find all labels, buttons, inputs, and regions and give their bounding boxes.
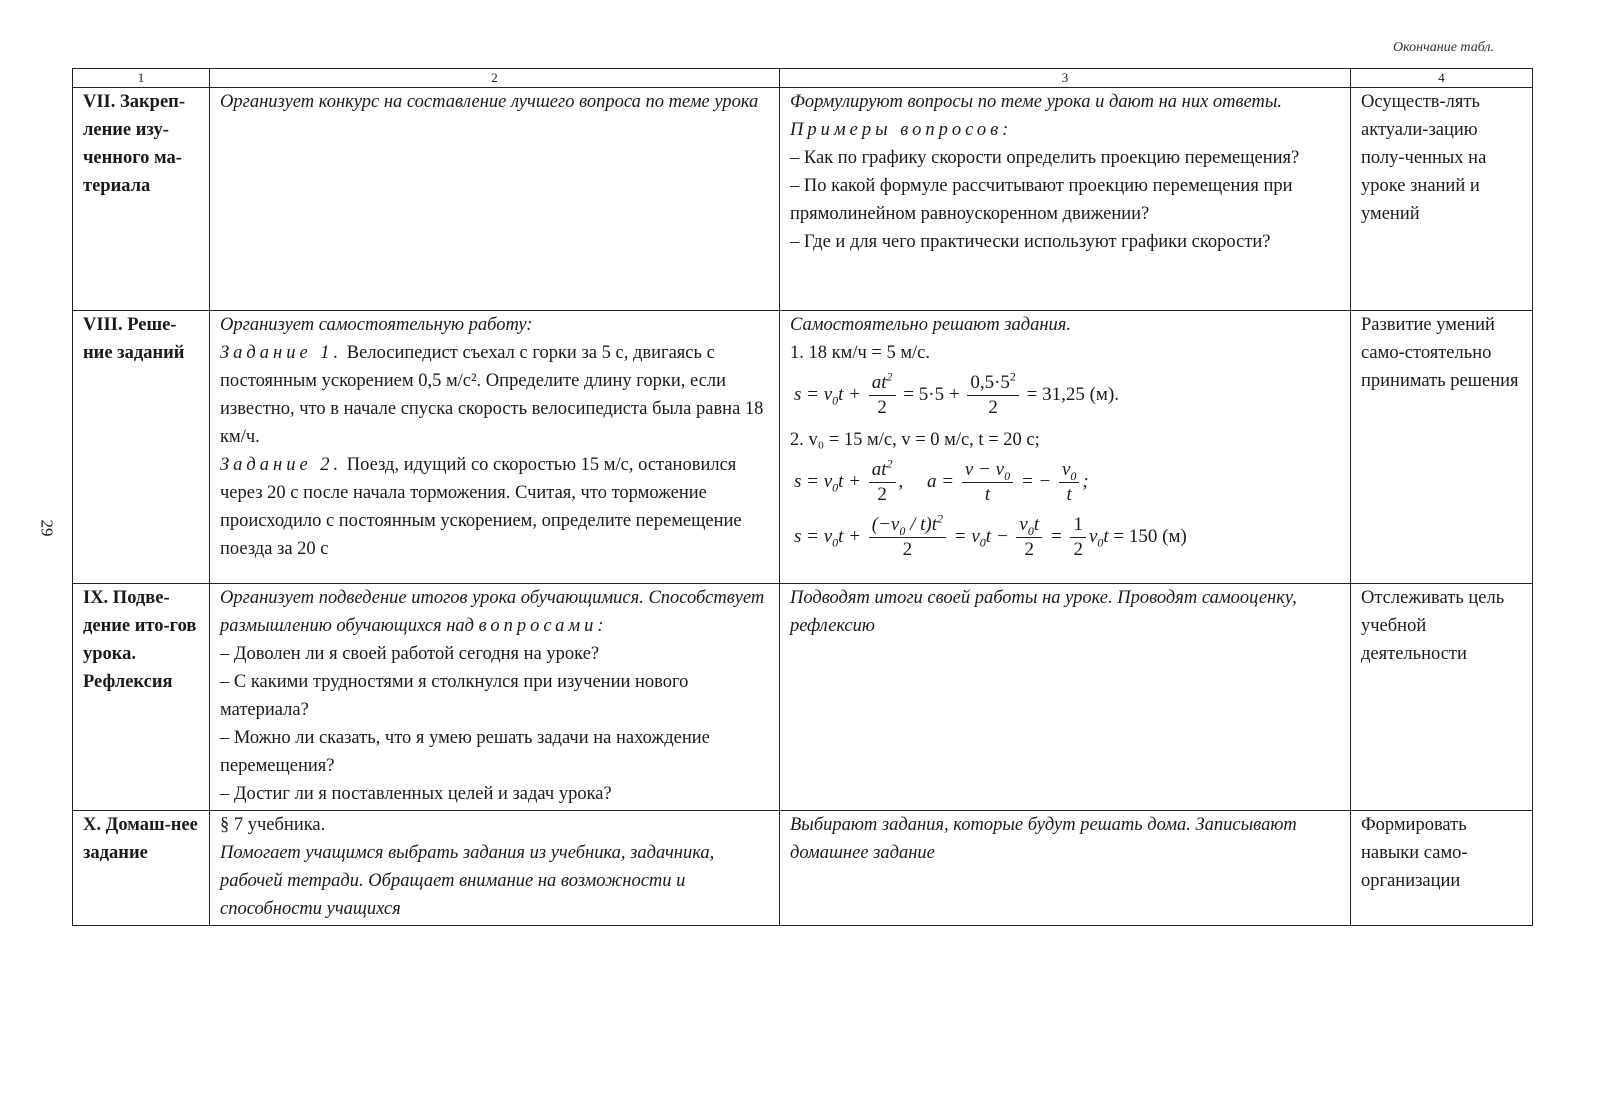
column-header-2: 2 [210,69,780,88]
task-1 [220,339,771,451]
question-item: – Где и для чего практически используют графики скорости? [790,232,1271,252]
lesson-table [72,68,1533,926]
students-cell [780,311,1351,584]
question-item: – Доволен ли я своей работой сегодня на уроке? [220,644,600,664]
task-2-text: Поезд, идущий со скоростью 15 м/с, остановился через 20 с после начала торможения. Считая, что торможение происходило с постоянным ускорением, определите перемещение поезда за 20 с [220,455,742,559]
teacher-text: Помогает учащимся выбрать задания из учебника, задачника, рабочей тетради. Обращает внимание на возможности и способности учащихся [220,843,715,919]
question-item: – С какими трудностями я столкнулся при изучении нового материала? [220,672,689,720]
teacher-cell [210,584,780,811]
question-item: – Как по графику скорости определить проекцию перемещения? [790,148,1300,168]
task-2-label: Задание 2. [220,455,343,475]
question-item: – Можно ли сказать, что я умею решать задачи на нахождение перемещения? [220,728,710,776]
table-row [73,584,1533,811]
stage-cell: VIII. Реше-ние заданий [73,311,210,584]
formula-displacement-2: $s = v_0t$ + $\frac{at^2}{2}$ , a = $\frac{v - v_0}{t}$ = − $\frac{v_0}{t}$ ; [794,456,1089,505]
question-item: – По какой формуле рассчитывают проекцию перемещения при прямолинейном равноускоренном движении? [790,176,1293,224]
table-row [73,311,1533,584]
students-intro: Формулируют вопросы по теме урока и дают на них ответы. [790,92,1283,112]
question-item: – Достиг ли я поставленных целей и задач урока? [220,784,612,804]
result-cell: Отслеживать цель учебной деятельности [1351,584,1533,811]
table-header-row [73,69,1533,88]
stage-cell: IX. Подве-дение ито-гов урока. Рефлексия [73,584,210,811]
result-cell: Осуществ-лять актуали-зацию полу-ченных на уроке знаний и умений [1351,88,1533,311]
students-cell: Подводят итоги своей работы на уроке. Проводят самооценку, рефлексию [780,584,1351,811]
teacher-cell [210,311,780,584]
task-1-label: Задание 1. [220,343,343,363]
table-row [73,811,1533,926]
teacher-intro: Организует самостоятельную работу: [220,315,533,335]
teacher-cell: Организует конкурс на составление лучшего вопроса по теме урока [210,88,780,311]
students-cell: Выбирают задания, которые будут решать дома. Записывают домашнее задание [780,811,1351,926]
solution-1: 1. 18 км/ч = 5 м/с. [790,343,931,363]
teacher-intro: Организует подведение итогов урока обучающимися. Способствует размышлению обучающихся над вопросами: [220,588,765,636]
solution-2: 2. v₀ = 15 м/с, v = 0 м/с, t = 20 с; [790,430,1040,450]
textbook-paragraph: § 7 учебника. [220,815,326,835]
task-1-text: Велосипедист съехал с горки за 5 с, двигаясь с постоянным ускорением 0,5 м/с². Определите длину горки, если известно, что в начале спуска скорость велосипедиста была равна 18 км/ч. [220,343,764,447]
page-number: 29 [37,519,57,537]
stage-cell: VII. Закреп-ление изу-ченного ма-териала [73,88,210,311]
task-2 [220,451,771,563]
stage-cell: X. Домаш-нее задание [73,811,210,926]
formula-displacement-3: $s = v_0t$ + $\frac{(-v_0 / t)t^2}{2}$ = $v_0t$ − $\frac{v_0t}{2}$ = $\frac{1}{2}$ $v_0t = 150$ (м) [794,511,1187,560]
formula-3-result: = 150 (м) [1113,525,1187,547]
column-header-1: 1 [73,69,210,88]
table-row [73,88,1533,311]
formula-1-result: = 31,25 (м). [1026,383,1120,405]
column-header-3: 3 [780,69,1351,88]
students-cell [780,88,1351,311]
teacher-cell [210,811,780,926]
column-header-4: 4 [1351,69,1533,88]
formula-displacement-1: $s = v_0t$ + $\frac{at^2}{2}$ = 5·5 + $\frac{0,5\cdot 5^2}{2}$ = 31,25 (м). [794,369,1120,418]
examples-label: Примеры вопросов: [790,120,1013,140]
result-cell: Развитие умений само-стоятельно принимать решения [1351,311,1533,584]
students-intro: Самостоятельно решают задания. [790,315,1072,335]
result-cell: Формировать навыки само-организации [1351,811,1533,926]
table-caption: Окончание табл. [1393,40,1494,55]
